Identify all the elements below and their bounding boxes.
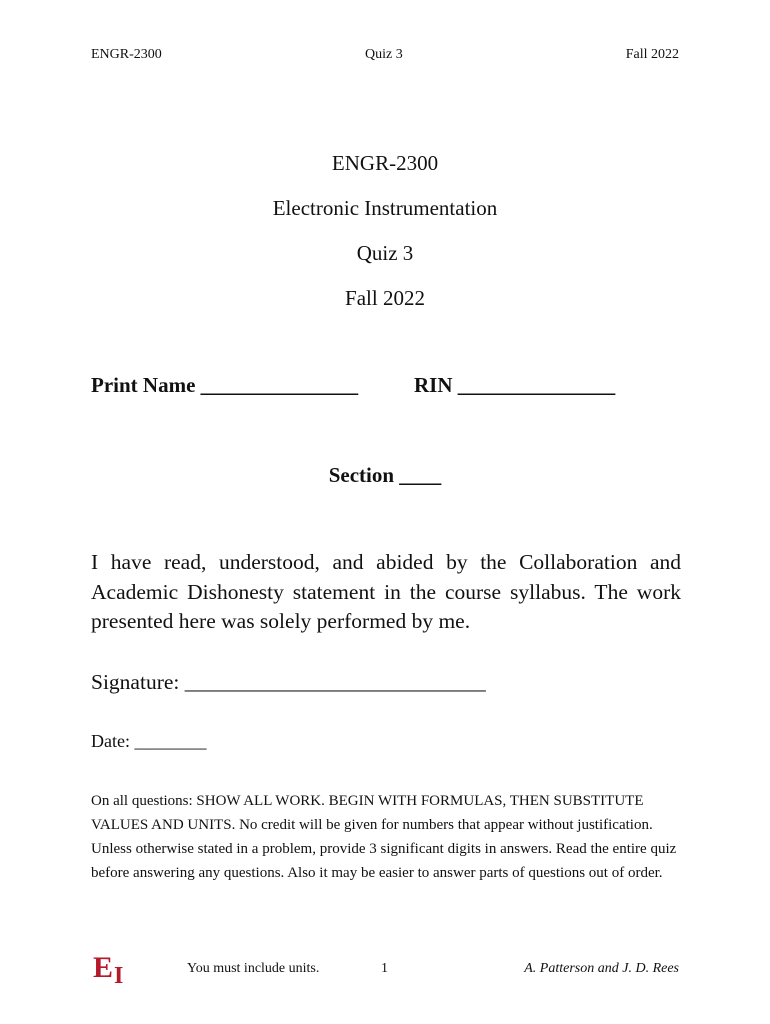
- honesty-statement: I have read, understood, and abided by the Collaboration and Academic Dishonesty statement in the course syllabus. The work presented here was solely performed by me.: [91, 550, 681, 633]
- title-course: ENGR-2300: [331, 151, 439, 175]
- rin-field[interactable]: RIN _______________: [414, 373, 616, 397]
- footer-note: You must include units.: [187, 961, 320, 976]
- section-field[interactable]: Section ____: [328, 463, 442, 487]
- print-name-field[interactable]: Print Name _______________: [91, 373, 359, 397]
- footer-authors: A. Patterson and J. D. Rees: [524, 961, 679, 976]
- date-field[interactable]: Date: ________: [91, 731, 207, 751]
- ei-logo: $E_I$: [93, 951, 124, 989]
- signature-field[interactable]: Signature: ____________________________: [91, 670, 486, 694]
- header-quiz: Quiz 3: [365, 47, 403, 62]
- title-course-name: Electronic Instrumentation: [272, 196, 498, 220]
- header-term: Fall 2022: [625, 47, 679, 62]
- title-quiz: Quiz 3: [356, 241, 414, 265]
- header-course: ENGR-2300: [91, 47, 162, 62]
- page-number: 1: [381, 961, 388, 976]
- title-term: Fall 2022: [345, 286, 425, 310]
- instructions: On all questions: SHOW ALL WORK. BEGIN WITH FORMULAS, THEN SUBSTITUTE VALUES AND UNITS. No credit will be given for numbers that appear without justification. Unless otherwise stated in a problem, provide 3 significant digits in answers. Read the entire quiz before answering any questions. Also it may be easier to answer parts of questions out of order.: [91, 793, 677, 881]
